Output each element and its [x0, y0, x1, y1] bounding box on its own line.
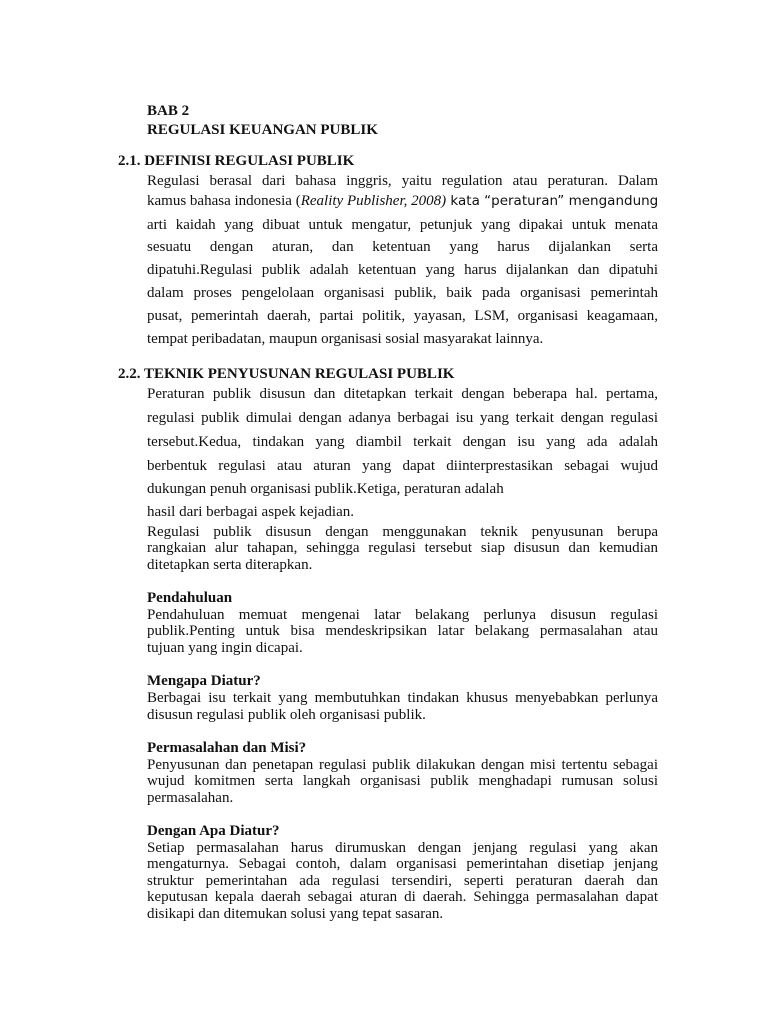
paragraph-line: pusat, pemerintah daerah, partai politik, yayasan, LSM, organisasi keagamaan,	[147, 308, 658, 324]
paragraph-line: dipatuhi.Regulasi publik adalah ketentuan yang harus dijalankan dan dipatuhi	[147, 262, 658, 278]
paragraph-line: disusun regulasi publik oleh organisasi publik.	[147, 707, 426, 723]
subsection-title: Pendahuluan	[147, 590, 233, 606]
citation-source: Reality Publisher, 2008)	[300, 193, 447, 209]
paragraph-line: publik.Penting untuk bisa mendeskripsikan latar belakang permasalahan atau	[147, 623, 658, 639]
paragraph-line: dalam proses pengelolaan organisasi publik, baik pada organisasi pemerintah	[147, 285, 658, 301]
subsection-title: Dengan Apa Diatur?	[147, 823, 280, 839]
paragraph-line: Regulasi publik disusun dengan menggunakan teknik penyusunan berupa	[147, 524, 658, 540]
paragraph-line: regulasi publik dimulai dengan adanya berbagai isu yang terkait dengan regulasi	[147, 410, 658, 426]
paragraph-line: tempat peribadatan, maupun organisasi sosial masyarakat lainnya.	[147, 331, 544, 347]
paragraph-line: mengaturnya. Sebagai contoh, dalam organisasi pemerintahan disetiap jenjang	[147, 856, 658, 872]
paragraph-line: Penyusunan dan penetapan regulasi publik dilakukan dengan misi tertentu sebagai	[147, 757, 658, 773]
section-heading-2-1: 2.1. DEFINISI REGULASI PUBLIK	[118, 153, 355, 169]
paragraph-line: rangkaian alur tahapan, sehingga regulasi tersebut siap disusun dan kemudian	[147, 540, 658, 556]
paragraph-line: struktur pemerintahan ada regulasi tersendiri, seperti peraturan daerah dan	[147, 873, 658, 889]
citation-suffix: kata “peraturan” mengandung	[446, 193, 659, 209]
paragraph-line: Pendahuluan memuat mengenai latar belakang perlunya disusun regulasi	[147, 607, 658, 623]
paragraph-line-citation	[147, 193, 658, 210]
subsection-title: Permasalahan dan Misi?	[147, 740, 307, 756]
paragraph-line: tersebut.Kedua, tindakan yang diambil terkait dengan isu yang ada adalah	[147, 434, 658, 450]
subsection-title: Mengapa Diatur?	[147, 673, 261, 689]
chapter-label: BAB 2	[147, 103, 190, 119]
paragraph-line: ditetapkan serta diterapkan.	[147, 557, 313, 573]
chapter-title: REGULASI KEUANGAN PUBLIK	[147, 122, 378, 138]
paragraph-line: Peraturan publik disusun dan ditetapkan terkait dengan beberapa hal. pertama,	[147, 386, 658, 402]
paragraph-line: arti kaidah yang dibuat untuk mengatur, petunjuk yang dipakai untuk menata	[147, 217, 658, 233]
paragraph-line: berbentuk regulasi atau aturan yang dapat diinterprestasikan sebagai wujud	[147, 458, 658, 474]
paragraph-line: dukungan penuh organisasi publik.Ketiga, peraturan adalah	[147, 481, 504, 497]
paragraph-line: tujuan yang ingin dicapai.	[147, 640, 303, 656]
paragraph-line: Regulasi berasal dari bahasa inggris, yaitu regulation atau peraturan. Dalam	[147, 173, 658, 189]
citation-prefix: kamus bahasa indonesia (	[147, 193, 301, 209]
paragraph-line: disikapi dan ditemukan solusi yang tepat sasaran.	[147, 906, 444, 922]
paragraph-line: sesuatu dengan aturan, dan ketentuan yang harus dijalankan serta	[147, 239, 658, 255]
paragraph-line: permasalahan.	[147, 790, 234, 806]
paragraph-line: wujud komitmen serta langkah organisasi publik menghadapi rumusan solusi	[147, 773, 658, 789]
paragraph-line: keputusan kepala daerah sebagai aturan di daerah. Sehingga permasalahan dapat	[147, 889, 658, 905]
paragraph-line: hasil dari berbagai aspek kejadian.	[147, 504, 354, 520]
paragraph-line: Berbagai isu terkait yang membutuhkan tindakan khusus menyebabkan perlunya	[147, 690, 658, 706]
paragraph-line: Setiap permasalahan harus dirumuskan dengan jenjang regulasi yang akan	[147, 840, 658, 856]
section-heading-2-2: 2.2. TEKNIK PENYUSUNAN REGULASI PUBLIK	[118, 366, 455, 382]
